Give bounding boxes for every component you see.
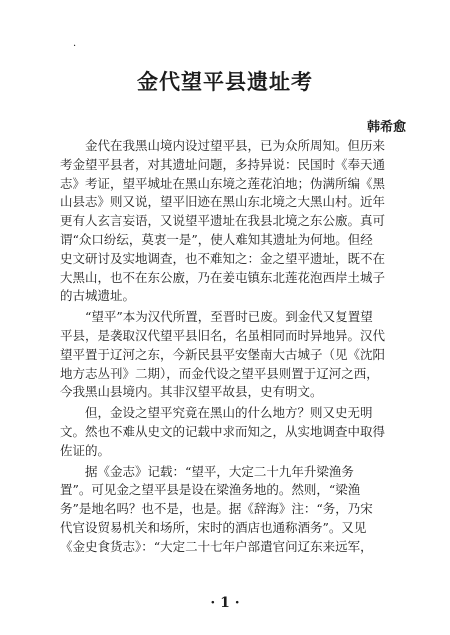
text-line: 今我黑山县境内。其非汉望平故县，史有明文。 <box>60 384 323 400</box>
text-line: 代官设贸易机关和场所，宋时的酒店也通称酒务”。又见 <box>60 519 367 535</box>
text-line: 史文研讨及实地调查，也不难知之：金之望平遗址，既不在 <box>60 250 386 266</box>
paragraph <box>60 137 408 306</box>
text-line: 但，金设之望平究竟在黑山的什么地方？则又史无明 <box>85 405 373 421</box>
text-line: 山县志》则又说，望平旧迹在黑山东北境之大黑山村。近年 <box>60 194 386 210</box>
text-line: 平县，是袭取汉代望平县旧名，名虽相同而时异地异。汉代 <box>60 327 386 343</box>
text-line: 谓“众口纷纭，莫衷一是”，使人难知其遗址为何地。但经 <box>60 231 373 247</box>
text-line: 更有人玄言妄语，又说望平遗址在我县北境之东公廒。真可 <box>60 213 386 229</box>
text-line: 据《金志》记载：“望平，大定二十九年升梁渔务 <box>85 463 354 479</box>
text-line: 金代在我黑山境内设过望平县，已为众所周知。但历来 <box>85 138 386 153</box>
text-line: 佐证的。 <box>60 442 111 458</box>
text-line: “望平”本为汉代所置，至晋时已废。到金代又复置望 <box>85 309 373 325</box>
text-line: 置”。可见金之望平县是设在梁渔务地的。然则，“梁渔 <box>60 482 361 498</box>
text-line: 地方志丛刊》二期），而金代设之望平县则置于辽河之西， <box>60 365 379 381</box>
text-line: 考金望平县者，对其遗址问题，多持异说：民国时《奉天通 <box>60 156 386 172</box>
author-name: 韩希愈 <box>366 120 406 135</box>
text-line: 《金史食货志》：“大定二十七年户部遣官问辽东来远军， <box>60 538 373 554</box>
margin-dot: · <box>73 41 77 52</box>
paragraph <box>60 463 408 557</box>
text-line: 望平置于辽河之东，今新民县平安堡南大古城子（见《沈阳 <box>60 346 386 362</box>
text-line: 务”是地名吗？也不是，也是。据《辞海》注：“务，乃宋 <box>60 501 373 517</box>
text-line: 的古城遗址。 <box>60 288 136 304</box>
page-title: 金代望平县遗址考 <box>137 69 313 94</box>
text-line: 文。然也不难从史文的记载中求而知之，从实地调查中取得 <box>60 423 386 439</box>
text-line: 志》考证，望平城址在黑山东境之莲花泊地；伪满所编《黑 <box>60 175 386 191</box>
paragraph <box>60 308 408 402</box>
text-line: 大黑山，也不在东公廒，乃在姜屯镇东北莲花泡西岸土城子 <box>60 269 386 285</box>
paragraph <box>60 404 408 460</box>
page-number: · 1 · <box>210 595 240 611</box>
article-body <box>60 137 408 559</box>
